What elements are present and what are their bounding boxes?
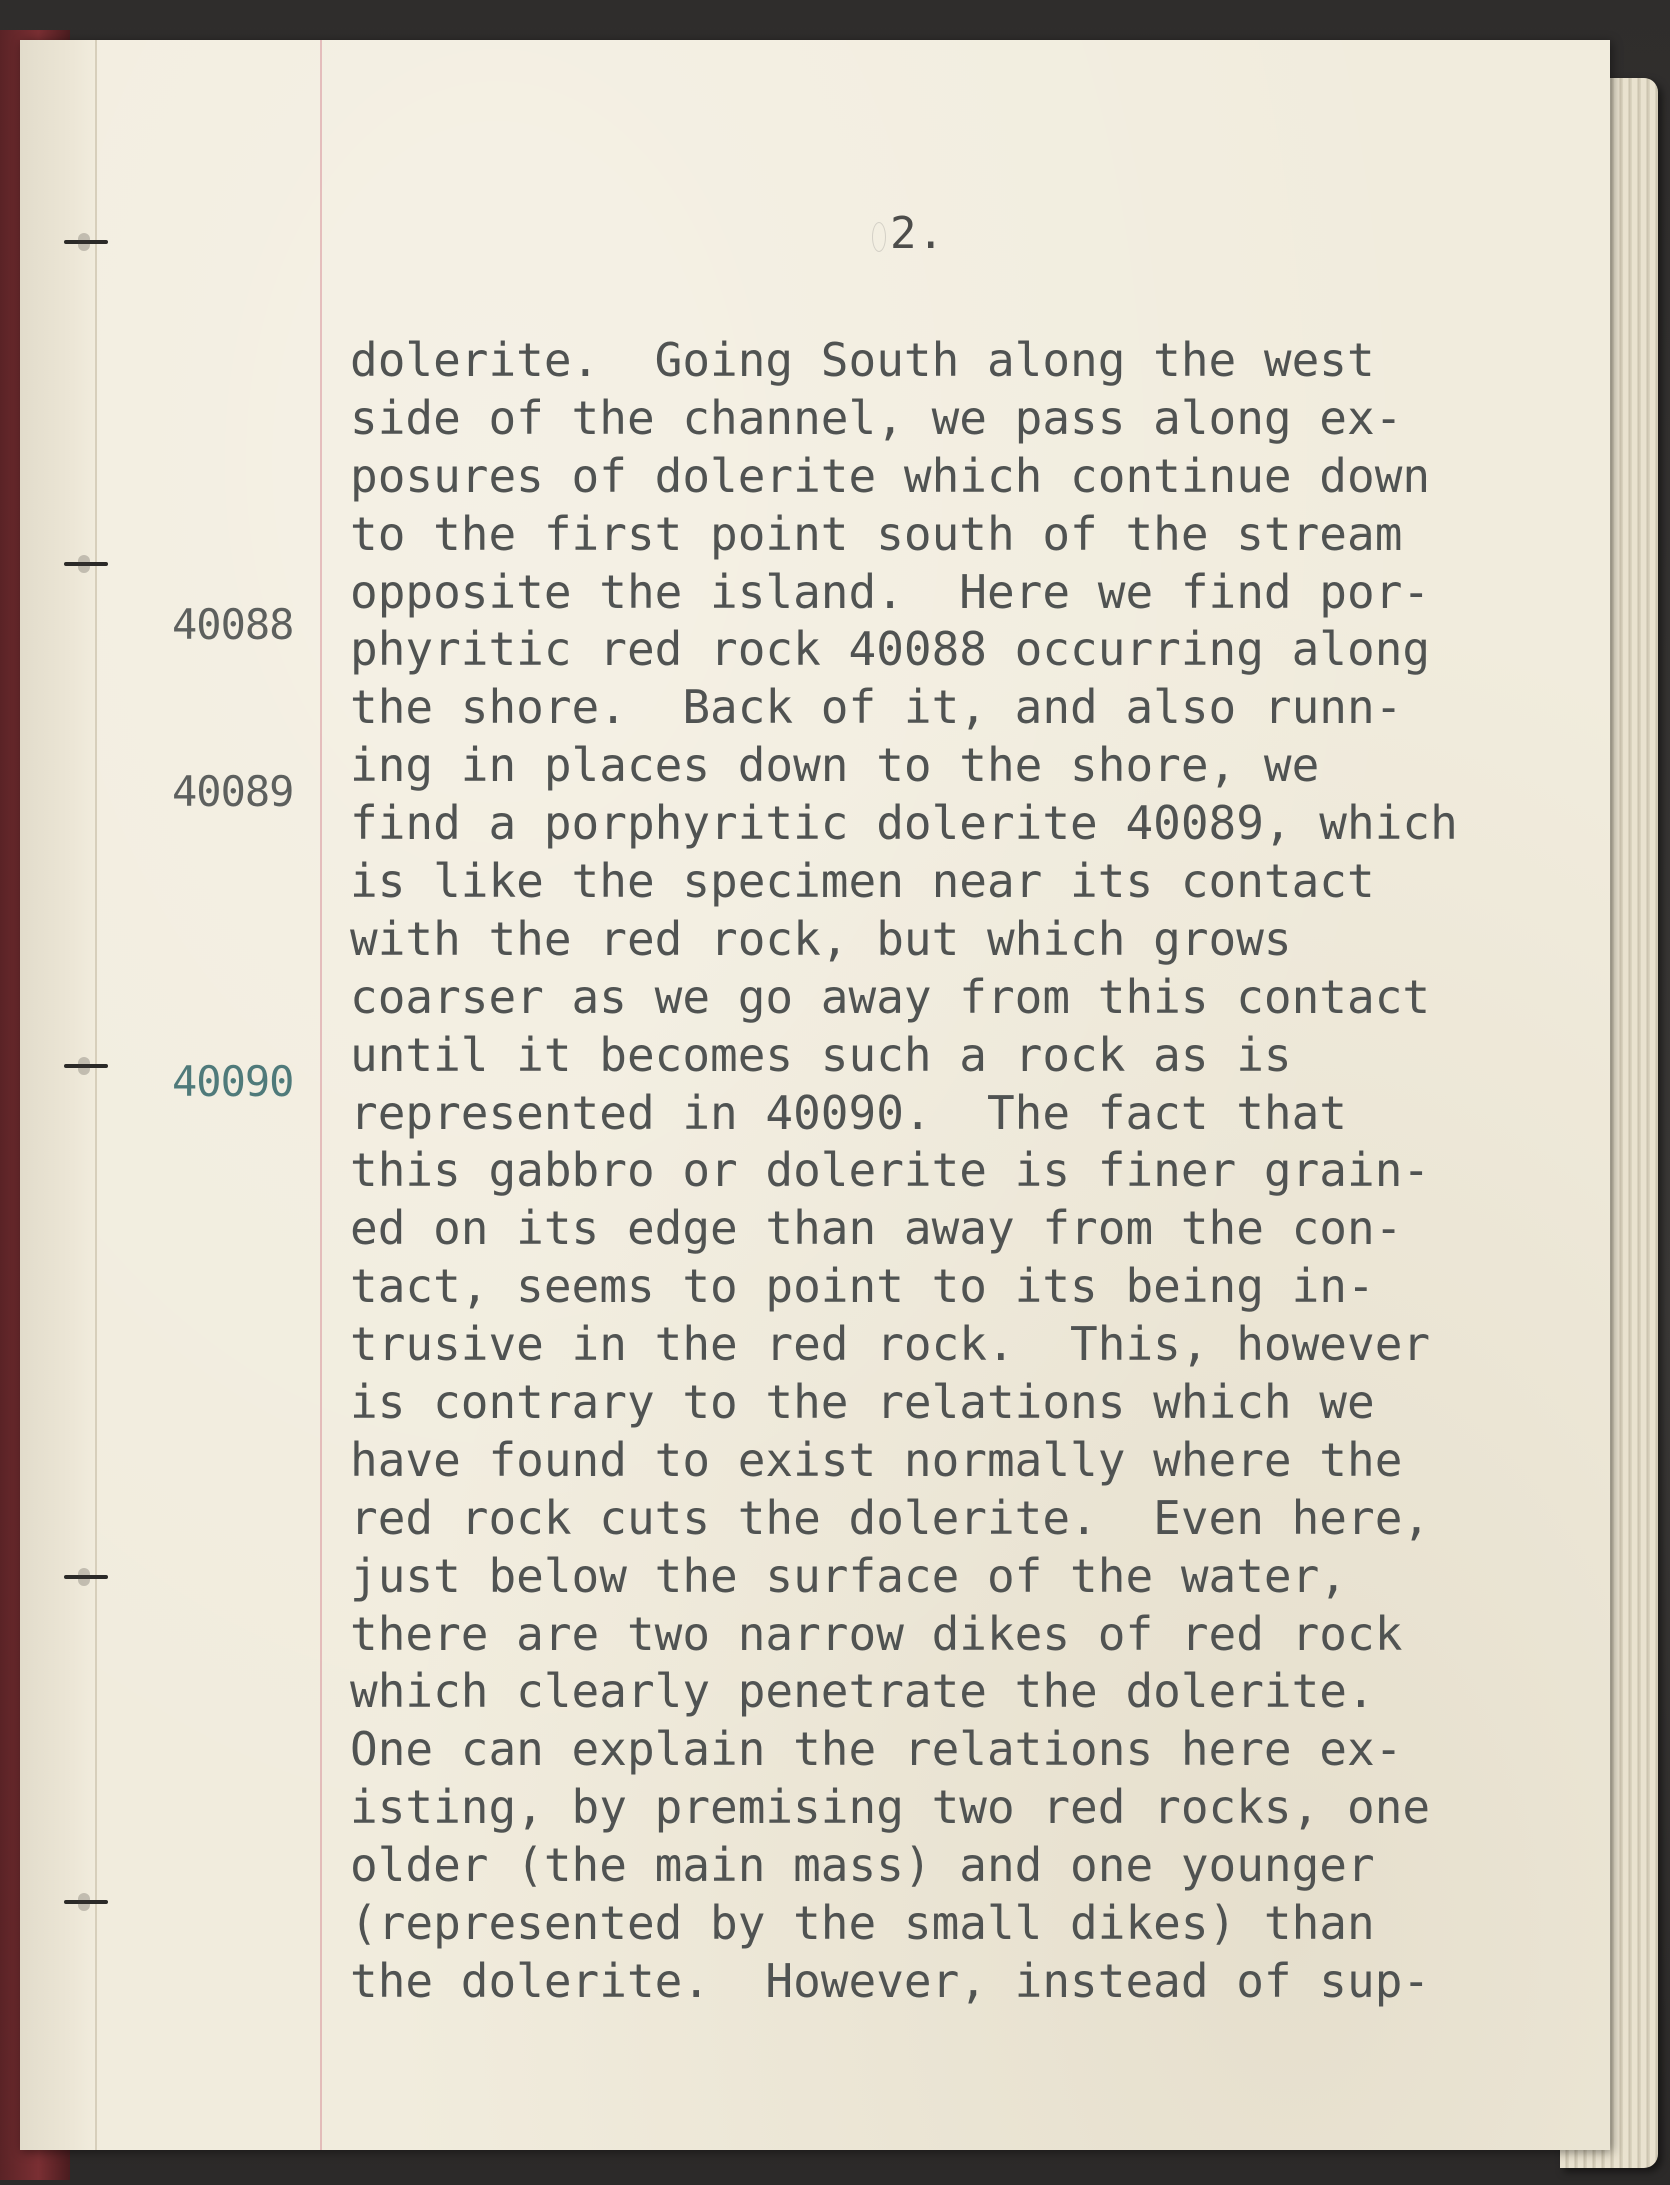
text-line: the shore. Back of it, and also runn- [350,680,1403,735]
gutter [20,40,97,2150]
text-line: is like the specimen near its contact [350,854,1375,909]
text-line: which clearly penetrate the dolerite. [350,1664,1375,1719]
text-line: tact, seems to point to its being in- [350,1259,1375,1314]
text-line: trusive in the red rock. This, however [350,1317,1431,1372]
text-line: coarser as we go away from this contact [350,969,1431,1024]
text-line: the dolerite. However, instead of sup- [350,1953,1431,2008]
binder-ring-icon [64,1064,108,1068]
text-line: side of the channel, we pass along ex- [350,390,1403,445]
text-line: just below the surface of the water, [350,1548,1347,1603]
specimen-number: 40088 [172,600,294,649]
binder-ring-icon [64,1575,108,1579]
text-line: ing in places down to the shore, we [350,738,1320,793]
specimen-number: 40089 [172,767,294,816]
text-line: older (the main mass) and one younger [350,1838,1375,1893]
typed-text-block [350,332,1580,2011]
text-line: ed on its edge than away from the con- [350,1201,1403,1256]
text-line: isting, by premising two red rocks, one [350,1780,1431,1835]
text-line: with the red rock, but which grows [350,911,1292,966]
page-number: 2. [890,208,945,259]
text-line: there are two narrow dikes of red rock [350,1606,1403,1661]
text-line: have found to exist normally where the [350,1432,1403,1487]
text-line: is contrary to the relations which we [350,1375,1375,1430]
text-line: opposite the island. Here we find por- [350,564,1431,619]
specimen-number: 40090 [172,1057,294,1106]
text-line: One can explain the relations here ex- [350,1722,1403,1777]
binder-ring-icon [64,1900,108,1904]
text-line: red rock cuts the dolerite. Even here, [350,1490,1431,1545]
text-line: to the first point south of the stream [350,506,1403,561]
notebook-page [20,40,1610,2150]
text-line: find a porphyritic dolerite 40089, which [350,796,1458,851]
text-line: dolerite. Going South along the west [350,333,1375,387]
text-line: (represented by the small dikes) than [350,1896,1375,1951]
text-line: phyritic red rock 40088 occurring along [350,622,1431,677]
text-line: represented in 40090. The fact that [350,1085,1347,1140]
binder-ring-icon [64,562,108,566]
text-line: this gabbro or dolerite is finer grain- [350,1143,1431,1198]
margin-rule [320,40,322,2150]
text-line: posures of dolerite which continue down [350,448,1431,503]
binder-ring-icon [64,240,108,244]
text-line: until it becomes such a rock as is [350,1027,1292,1082]
